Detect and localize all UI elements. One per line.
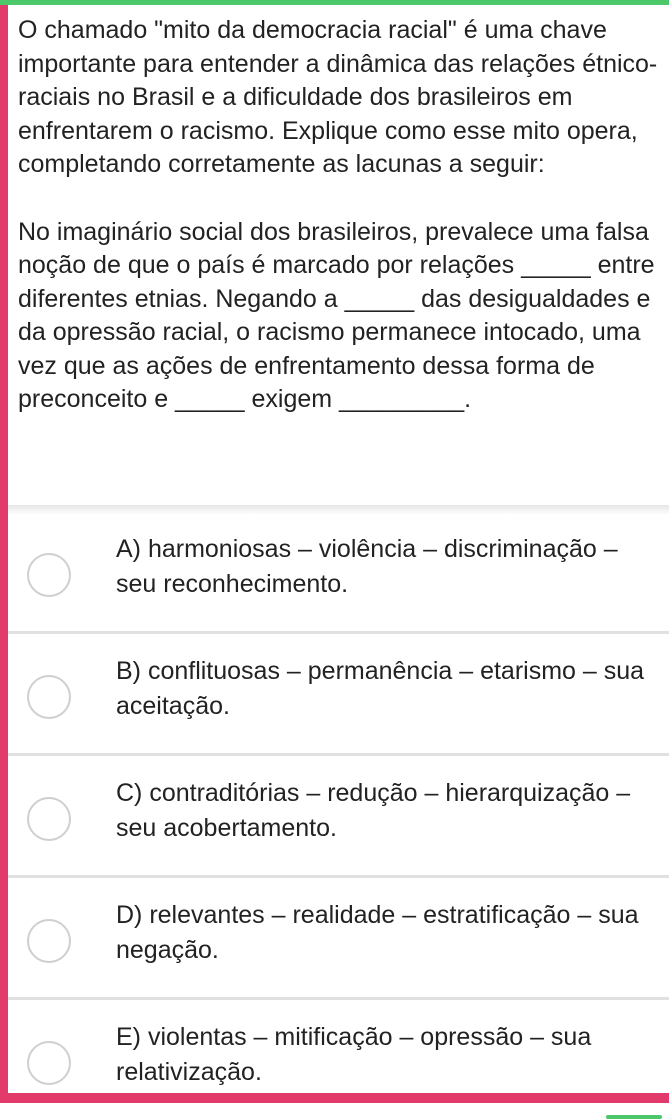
radio-circle-icon[interactable] — [27, 919, 71, 963]
radio-circle-icon[interactable] — [27, 553, 71, 597]
bottom-accent-bar — [0, 1093, 669, 1103]
question-passage: No imaginário social dos brasileiros, prevalece uma falsa noção de que o país é marcado por relações _____ entre diferentes etnias. Negando a _____ das desigualdades e da opressão racial, o racismo permanece intocado, uma vez que as ações de enfrentamento dessa forma de preconceito e _____ exigem _________. — [18, 217, 655, 413]
option-label: E) violentas – mitificação – opressão – sua relativização. — [116, 1023, 592, 1086]
radio-circle-icon[interactable] — [27, 797, 71, 841]
page-bottom-strip — [0, 1103, 669, 1119]
option-d[interactable] — [8, 878, 669, 1000]
radio-circle-icon[interactable] — [27, 1041, 71, 1085]
option-label: B) conflituosas – permanência – etarismo – sua aceitação. — [116, 657, 645, 720]
option-label: C) contraditórias – redução – hierarquização – seu acobertamento. — [116, 779, 631, 842]
option-label: A) harmoniosas – violência – discriminação – seu reconhecimento. — [116, 535, 618, 598]
radio-circle-icon[interactable] — [27, 675, 71, 719]
option-label: D) relevantes – realidade – estratificação – sua negação. — [116, 901, 639, 964]
left-accent-bar — [0, 5, 8, 1103]
option-b[interactable] — [8, 634, 669, 756]
progress-mark — [606, 1115, 662, 1119]
answer-options — [8, 512, 669, 1110]
option-a[interactable] — [8, 512, 669, 634]
question-text — [18, 14, 658, 417]
option-c[interactable] — [8, 756, 669, 878]
top-accent-bar — [0, 0, 669, 5]
question-intro: O chamado "mito da democracia racial" é uma chave importante para entender a dinâmica das relações étnico-raciais no Brasil e a dificuldade dos brasileiros em enfrentarem o racismo. Explique como esse mito opera, completando corretamente as lacunas a seguir: — [18, 16, 658, 178]
